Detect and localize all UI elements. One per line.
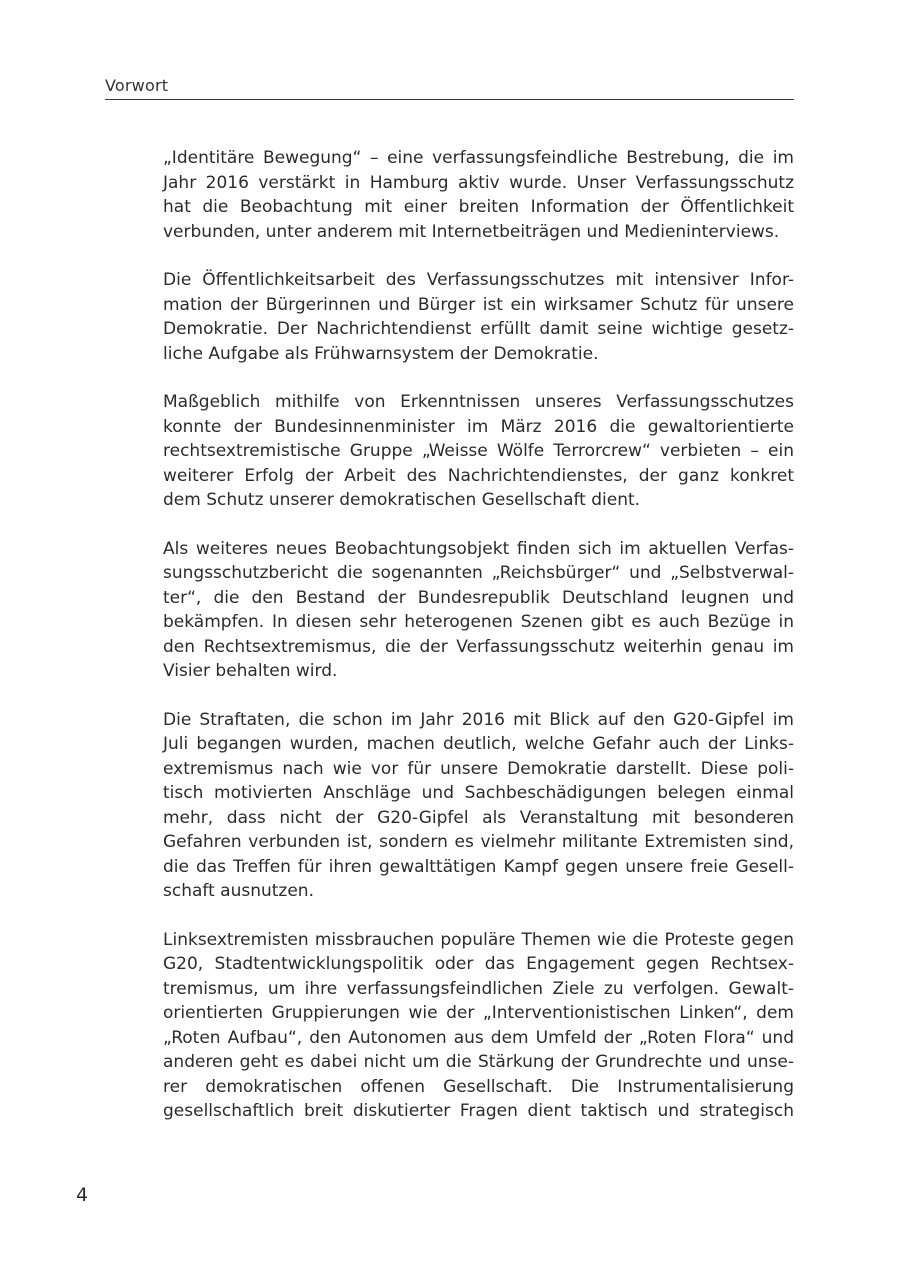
page-number: 4: [76, 1184, 89, 1206]
text-line: liche Aufgabe als Frühwarnsystem der Demokratie.: [163, 343, 599, 364]
text-line: mation der Bürgerinnen und Bürger ist ein wirksamer Schutz für unsere: [163, 294, 794, 315]
text-line: Linksextremisten missbrauchen populäre Themen wie die Proteste gegen: [163, 929, 794, 950]
text-line: tremismus, um ihre verfassungsfeindlichen Ziele zu verfolgen. Gewalt-: [163, 978, 794, 999]
text-line: Visier behalten wird.: [163, 661, 338, 681]
text-line: Jahr 2016 verstärkt in Hamburg aktiv wurde. Unser Verfassungsschutz: [163, 172, 794, 193]
text-line: „Roten Aufbau“, den Autonomen aus dem Umfeld der „Roten Flora“ und: [163, 1027, 794, 1048]
paragraph: [163, 268, 794, 366]
paragraph: [163, 928, 794, 1124]
text-line: schaft ausnutzen.: [163, 881, 314, 901]
text-line: rer demokratischen offenen Gesellschaft. Die Instrumentalisierung: [163, 1076, 794, 1097]
paragraph: [163, 708, 794, 904]
text-line: den Rechtsextremismus, die der Verfassungsschutz weiterhin genau im: [163, 636, 794, 657]
paragraph: [163, 146, 794, 244]
text-line: Maßgeblich mithilfe von Erkenntnissen unseres Verfassungsschutzes: [163, 392, 794, 412]
text-line: hat die Beobachtung mit einer breiten Information der Öffentlichkeit: [163, 197, 794, 217]
text-line: orientierten Gruppierungen wie der „Interventionistischen Linken“, dem: [163, 1003, 794, 1023]
text-line: Als weiteres neues Beobachtungsobjekt finden sich im aktuellen Verfas-: [163, 538, 794, 559]
text-line: tisch motivierten Anschläge und Sachbeschädigungen belegen einmal: [163, 783, 794, 803]
text-line: sungsschutzbericht die sogenannten „Reichsbürger“ und „Selbstverwal-: [163, 563, 794, 583]
text-line: Juli begangen wurden, machen deutlich, welche Gefahr auch der Links-: [163, 734, 794, 754]
text-line: ter“, die den Bestand der Bundesrepublik Deutschland leugnen und: [163, 587, 794, 608]
text-line: dem Schutz unserer demokratischen Gesellschaft dient.: [163, 490, 641, 510]
text-line: weiterer Erfolg der Arbeit des Nachrichtendienstes, der ganz konkret: [163, 465, 794, 486]
text-line: Demokratie. Der Nachrichtendienst erfüllt damit seine wichtige gesetz-: [163, 319, 794, 339]
text-line: Die Öffentlichkeitsarbeit des Verfassungsschutzes mit intensiver Infor-: [163, 270, 794, 290]
text-line: die das Treffen für ihren gewalttätigen Kampf gegen unsere freie Gesell-: [163, 856, 794, 877]
text-line: anderen geht es dabei nicht um die Stärkung der Grundrechte und unse-: [163, 1052, 794, 1072]
text-line: mehr, dass nicht der G20-Gipfel als Veranstaltung mit besonderen: [163, 807, 794, 828]
text-line: extremismus nach wie vor für unsere Demokratie darstellt. Diese poli-: [163, 758, 794, 779]
paragraph: [163, 390, 794, 513]
running-header: [105, 76, 794, 100]
text-line: „Identitäre Bewegung“ – eine verfassungsfeindliche Bestrebung, die im: [163, 148, 794, 168]
text-line: G20, Stadtentwicklungspolitik oder das Engagement gegen Rechtsex-: [163, 954, 794, 974]
text-line: gesellschaftlich breit diskutierter Fragen dient taktisch und strategisch: [163, 1101, 794, 1121]
text-line: Die Straftaten, die schon im Jahr 2016 mit Blick auf den G20-Gipfel im: [163, 709, 794, 730]
body-text: [163, 146, 794, 1148]
paragraph: [163, 537, 794, 684]
text-line: konnte der Bundesinnenminister im März 2016 die gewaltorientierte: [163, 416, 794, 437]
section-title: Vorwort: [105, 76, 169, 95]
text-line: verbunden, unter anderem mit Internetbeiträgen und Medieninterviews.: [163, 221, 780, 242]
text-line: Gefahren verbunden ist, sondern es vielmehr militante Extremisten sind,: [163, 832, 794, 852]
text-line: bekämpfen. In diesen sehr heterogenen Szenen gibt es auch Bezüge in: [163, 612, 794, 632]
text-line: rechtsextremistische Gruppe „Weisse Wölfe Terrorcrew“ verbieten – ein: [163, 441, 794, 461]
